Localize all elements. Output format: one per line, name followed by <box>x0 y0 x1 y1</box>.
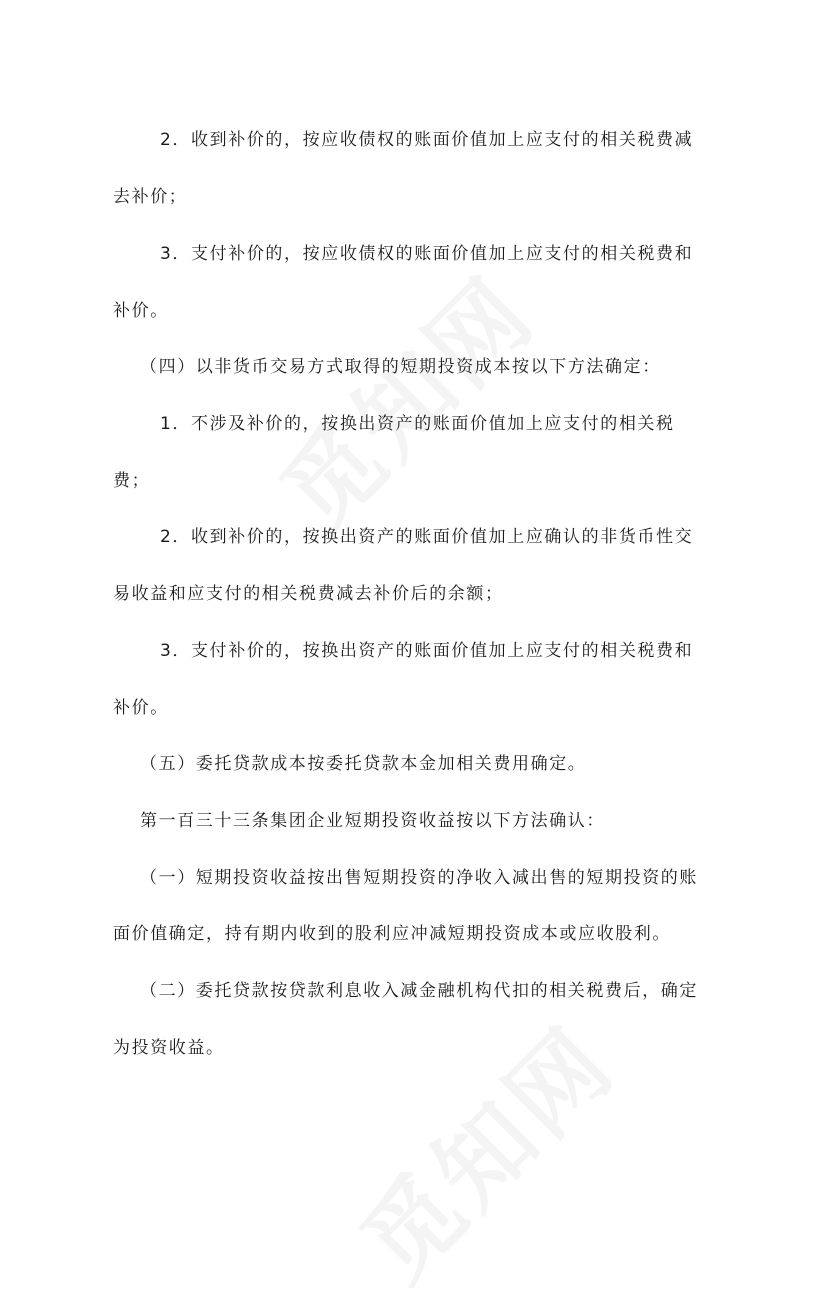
paragraph-line: （二）委托贷款按贷款利息收入减金融机构代扣的相关税费后，确定 <box>140 981 698 1001</box>
paragraph-line: 2．收到补价的，按换出资产的账面价值加上应确认的非货币性交 <box>160 527 694 547</box>
paragraph-line: 补价。 <box>113 698 169 718</box>
paragraph-line: 3．支付补价的，按应收债权的账面价值加上应支付的相关税费和 <box>160 244 694 264</box>
paragraph-line: 1．不涉及补价的，按换出资产的账面价值加上应支付的相关税 <box>160 414 675 434</box>
paragraph-line: 费； <box>113 471 151 491</box>
paragraph-line: 3．支付补价的，按换出资产的账面价值加上应支付的相关税费和 <box>160 641 694 661</box>
section-heading: （四）以非货币交易方式取得的短期投资成本按以下方法确定： <box>140 357 661 377</box>
watermark <box>326 992 639 1305</box>
paragraph-line: 为投资收益。 <box>113 1038 225 1058</box>
paragraph-line: 去补价； <box>113 187 188 207</box>
section-heading: （五）委托贷款成本按委托贷款本金加相关费用确定。 <box>140 754 587 774</box>
paragraph-line: 2．收到补价的，按应收债权的账面价值加上应支付的相关税费减 <box>160 130 694 150</box>
paragraph-line: 面价值确定，持有期内收到的股利应冲减短期投资成本或应收股利。 <box>113 924 671 944</box>
paragraph-line: 补价。 <box>113 301 169 321</box>
article-heading: 第一百三十三条集团企业短期投资收益按以下方法确认： <box>140 811 605 831</box>
watermark <box>246 242 559 555</box>
paragraph-line: （一）短期投资收益按出售短期投资的净收入减出售的短期投资的账 <box>140 868 698 888</box>
paragraph-line: 易收益和应支付的相关税费减去补价后的余额； <box>113 584 504 604</box>
